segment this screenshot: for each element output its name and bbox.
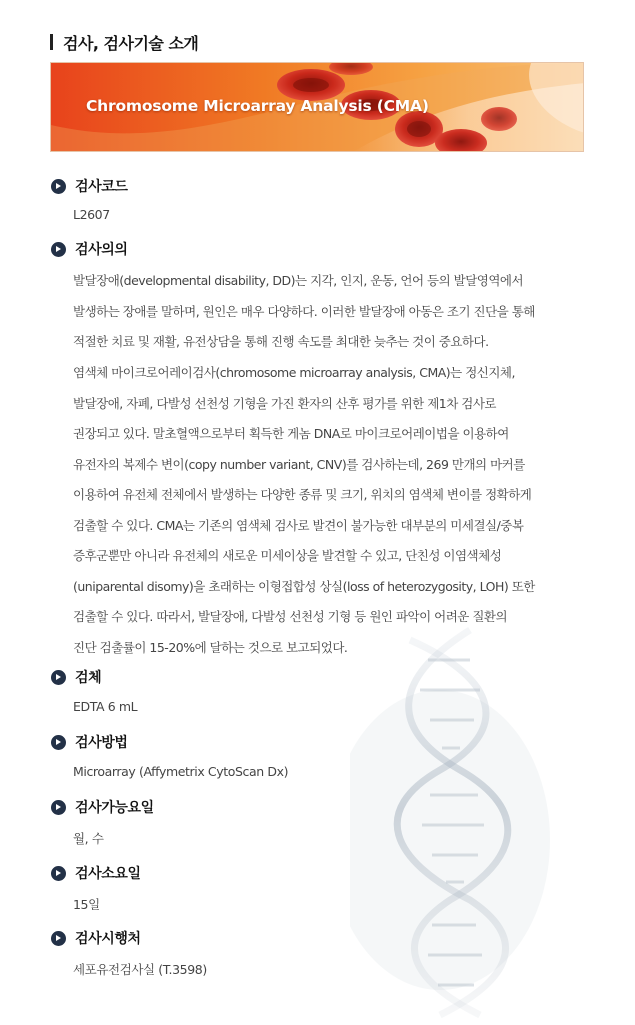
banner-title: Chromosome Microarray Analysis (CMA) <box>86 97 429 115</box>
paragraph-line: (uniparental disomy)을 초래하는 이형접합성 상실(loss of heterozygosity, LOH) 또한 <box>73 579 535 594</box>
paragraph-line: 유전자의 복제수 변이(copy number variant, CNV)를 검사하는데, 269 만개의 마커를 <box>73 457 525 472</box>
section-days-title: 검사가능요일 <box>51 798 154 816</box>
paragraph-line: 염색체 마이크로어레이검사(chromosome microarray analysis, CMA)는 정신지체, <box>73 365 515 380</box>
section-lab-title: 검사시행처 <box>51 929 141 947</box>
paragraph-line: 검출할 수 있다. CMA는 기존의 염색체 검사로 발견이 불가능한 대부분의 미세결실/중복 <box>73 518 524 533</box>
paragraph-line: 증후군뿐만 아니라 유전체의 새로운 미세이상을 발견할 수 있고, 단친성 이염색체성 <box>73 548 502 563</box>
days-value: 월, 수 <box>73 831 104 846</box>
heading-bar <box>50 34 53 50</box>
method-value: Microarray (Affymetrix CytoScan Dx) <box>73 764 289 779</box>
paragraph-line: 발달장애(developmental disability, DD)는 지각, 인지, 운동, 언어 등의 발달영역에서 <box>73 273 524 288</box>
paragraph-line: 발달장애, 자폐, 다발성 선천성 기형을 가진 환자의 산후 평가를 위한 제1차 검사로 <box>73 396 497 411</box>
section-specimen-title: 검체 <box>51 668 101 686</box>
chevron-right-circle-icon <box>51 800 66 815</box>
section-duration-title: 검사소요일 <box>51 864 141 882</box>
test-code-value: L2607 <box>73 207 110 222</box>
section-meaning-title: 검사의의 <box>51 240 128 258</box>
page-heading <box>50 31 198 53</box>
chevron-right-circle-icon <box>51 931 66 946</box>
paragraph-line: 검출할 수 있다. 따라서, 발달장애, 다발성 선천성 기형 등 원인 파악이 어려운 질환의 <box>73 609 508 624</box>
paragraph-line: 권장되고 있다. 말초혈액으로부터 획득한 게놈 DNA로 마이크로어레이법을 이용하여 <box>73 426 509 441</box>
section-code-title: 검사코드 <box>51 177 128 195</box>
chevron-right-circle-icon <box>51 670 66 685</box>
page-title: 검사, 검사기술 소개 <box>63 33 199 53</box>
chevron-right-circle-icon <box>51 735 66 750</box>
lab-value: 세포유전검사실 (T.3598) <box>73 962 207 977</box>
chevron-right-circle-icon <box>51 179 66 194</box>
paragraph-line: 적절한 치료 및 재활, 유전상담을 통해 진행 속도를 최대한 늦추는 것이 중요하다. <box>73 334 489 349</box>
specimen-value: EDTA 6 mL <box>73 699 138 714</box>
dna-helix-illustration <box>350 620 590 1020</box>
paragraph-line: 발생하는 장애를 말하며, 원인은 매우 다양하다. 이러한 발달장애 아동은 조기 진단을 통해 <box>73 304 535 319</box>
section-method-title: 검사방법 <box>51 733 128 751</box>
paragraph-line: 진단 검출률이 15-20%에 달하는 것으로 보고되었다. <box>73 640 348 655</box>
chevron-right-circle-icon <box>51 866 66 881</box>
paragraph-line: 이용하여 유전체 전체에서 발생하는 다양한 종류 및 크기, 위치의 염색체 변이를 정확하게 <box>73 487 532 502</box>
banner <box>50 62 584 152</box>
duration-value: 15일 <box>73 897 100 912</box>
chevron-right-circle-icon <box>51 242 66 257</box>
